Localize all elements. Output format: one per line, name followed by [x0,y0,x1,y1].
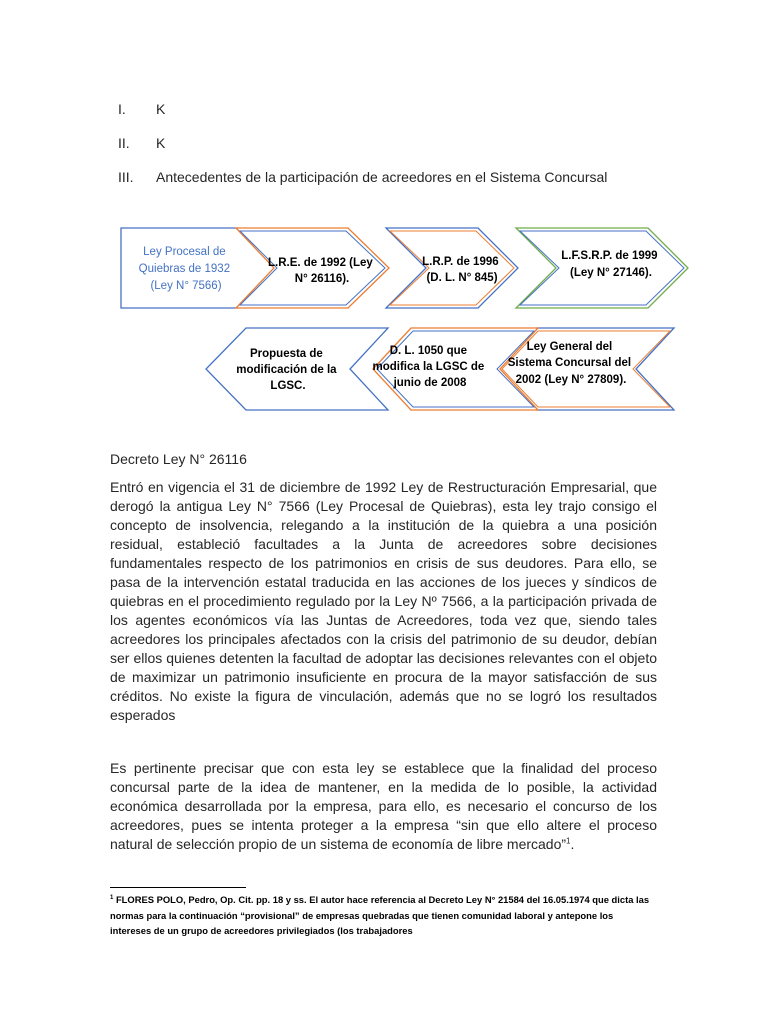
label-line: L.R.E. de 1992 (Ley [267,257,373,269]
footnote-text: FLORES POLO, Pedro, Op. Cit. pp. 18 y ss. El autor hace referencia al Decreto Ley N° 21584 del 16.05.1974 que dicta las normas para la continuación “provisional” de empresas quebradas que tienen comunidad laboral y antepone los intereses de un grupo de acreedores privilegiados (los trabajadores [110,894,650,936]
paragraph-1: Entró en vigencia el 31 de diciembre de 1992 Ley de Restructuración Empresarial, que derogó la antigua Ley N° 7566 (Ley Procesal de Quiebras), esta ley trajo consigo el concepto de insolvencia, relegando a la institución de la quiebra a una posición residual, estableció facultades a la Junta de acreedores sobre decisiones fundamentales respecto de los patrimonios en crisis de sus deudores. Para ello, se pasa de la intervención estatal traducida en las acciones de los jueces y síndicos de quiebras en el procedimiento regulado por la Ley Nº 7566, a la participación privada de los agentes económicos vía las Juntas de Acreedores, toda vez que, siendo tales acreedores los principales afectados con la crisis del patrimonio de su deudor, debían ser ellos quienes detenten la facultad de adoptar las decisiones relevantes con el objeto de maximizar un patrimonio insuficiente en procura de la mayor satisfacción de sus créditos. No existe la figura de vinculación, además que no se logró los resultados esperados [110,479,657,723]
timeline-label-1932 [139,246,234,292]
label-line: (Ley N° 7566) [150,280,222,292]
timeline-arrow-1996 [386,228,518,308]
footnote-number: 1 [110,894,114,901]
label-line: N° 26116). [294,273,350,285]
outline-number: II. [118,135,130,151]
label-line: Ley Procesal de [143,246,226,258]
outline-number: I. [118,101,126,117]
footnote-reference[interactable]: 1 [566,836,571,846]
label-line: (D. L. N° 845) [426,272,498,284]
paragraph-2-text: Es pertinente precisar que con esta ley se establece que la finalidad del proceso concursal parte de la idea de mantener, en la medida de lo posible, la actividad económica desarrollada por la empresa, para ello, es necesario el concurso de los acreedores, pues se intenta proteger a la empresa “sin que ello altere el proceso natural de selección propio de un sistema de economía de libre mercado” [110,760,657,852]
label-line: L.F.S.R.P. de 1999 [561,250,658,262]
label-line: (Ley N° 27146). [570,267,652,279]
timeline-label-2002 [508,341,635,386]
paragraph-2: Es pertinente precisar que con esta ley se establece que la finalidad del proceso concursal parte de la idea de mantener, en la medida de lo posible, la actividad económica desarrollada por la empresa, para ello, es necesario el concurso de los acreedores, pues se intenta proteger a la empresa “sin que ello altere el proceso natural de selección propio de un sistema de economía de libre mercado”$^1$. [110,760,657,852]
timeline-diagram [0,0,768,430]
label-line: L.R.P. de 1996 [422,256,499,268]
outline-text: Antecedentes de la participación de acreedores en el Sistema Concursal [156,169,608,185]
label-line: modificación de la [236,364,337,376]
outline-text: K [156,135,166,151]
footnote [110,892,655,939]
label-line: Quiebras de 1932 [138,263,231,275]
section-title: Decreto Ley N° 26116 [110,451,247,467]
label-line: Sistema Concursal del [507,357,632,369]
label-line: junio de 2008 [393,377,467,389]
label-line: D. L. 1050 que [389,345,468,357]
outline-text: K [156,101,166,117]
footnote-separator [110,887,246,888]
outline-number: III. [118,169,134,185]
label-line: Propuesta de [249,348,323,360]
label-line: modifica la LGSC de [372,361,485,373]
label-line: 2002 (Ley N° 27809). [515,374,627,386]
label-line: LGSC. [270,380,306,392]
label-line: Ley General del [526,341,613,353]
